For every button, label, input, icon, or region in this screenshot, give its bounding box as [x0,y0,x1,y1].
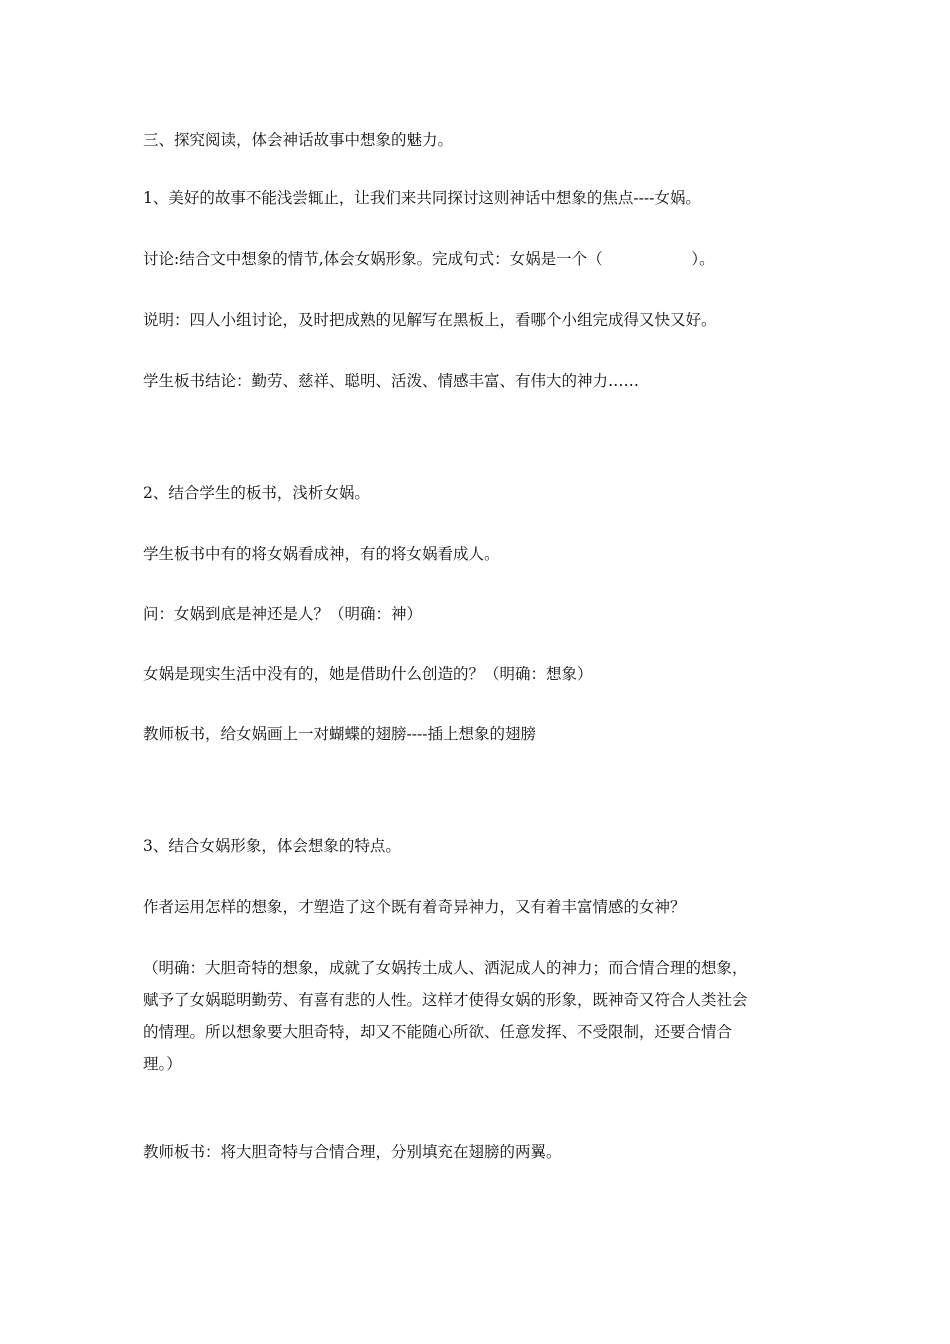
item1-title: 1、美好的故事不能浅尝辄止，让我们来共同探讨这则神话中想象的焦点----女娲。 [143,189,701,207]
item3-answer [143,952,823,1080]
item3-answer-line: （明确：大胆奇特的想象，成就了女娲抟土成人、洒泥成人的神力；而合情合理的想象， [143,959,748,977]
item2-line1: 学生板书中有的将女娲看成神，有的将女娲看成人。 [143,545,500,563]
item3-answer-line: 赋予了女娲聪明勤劳、有喜有悲的人性。这样才使得女娲的形象，既神奇又符合人类社会 [143,991,748,1009]
item2-line4: 教师板书，给女娲画上一对蝴蝶的翅膀----插上想象的翅膀 [143,725,536,743]
item1-note: 说明：四人小组讨论，及时把成熟的见解写在黑板上，看哪个小组完成得又快又好。 [143,311,717,329]
item2-line2: 问：女娲到底是神还是人？（明确：神） [143,605,423,623]
item1-conclusion: 学生板书结论：勤劳、慈祥、聪明、活泼、情感丰富、有伟大的神力…… [143,372,640,390]
item3-question: 作者运用怎样的想象，才塑造了这个既有着奇异神力，又有着丰富情感的女神？ [143,898,686,916]
item2-line3: 女娲是现实生活中没有的，她是借助什么创造的？（明确：想象） [143,665,593,683]
section-heading: 三、探究阅读，体会神话故事中想象的魅力。 [143,131,454,149]
item1-discussion: 讨论:结合文中想象的情节,体会女娲形象。完成句式：女娲是一个（ ）。 [143,250,715,268]
item3-title: 3、结合女娲形象，体会想象的特点。 [143,837,401,855]
item3-answer-line: 的情理。所以想象要大胆奇特，却又不能随心所欲、任意发挥、不受限制，还要合情合 [143,1023,733,1041]
item3-answer-line: 理。） [143,1055,182,1073]
item3-board: 教师板书：将大胆奇特与合情合理，分别填充在翅膀的两翼。 [143,1143,562,1161]
item2-title: 2、结合学生的板书，浅析女娲。 [143,484,370,502]
